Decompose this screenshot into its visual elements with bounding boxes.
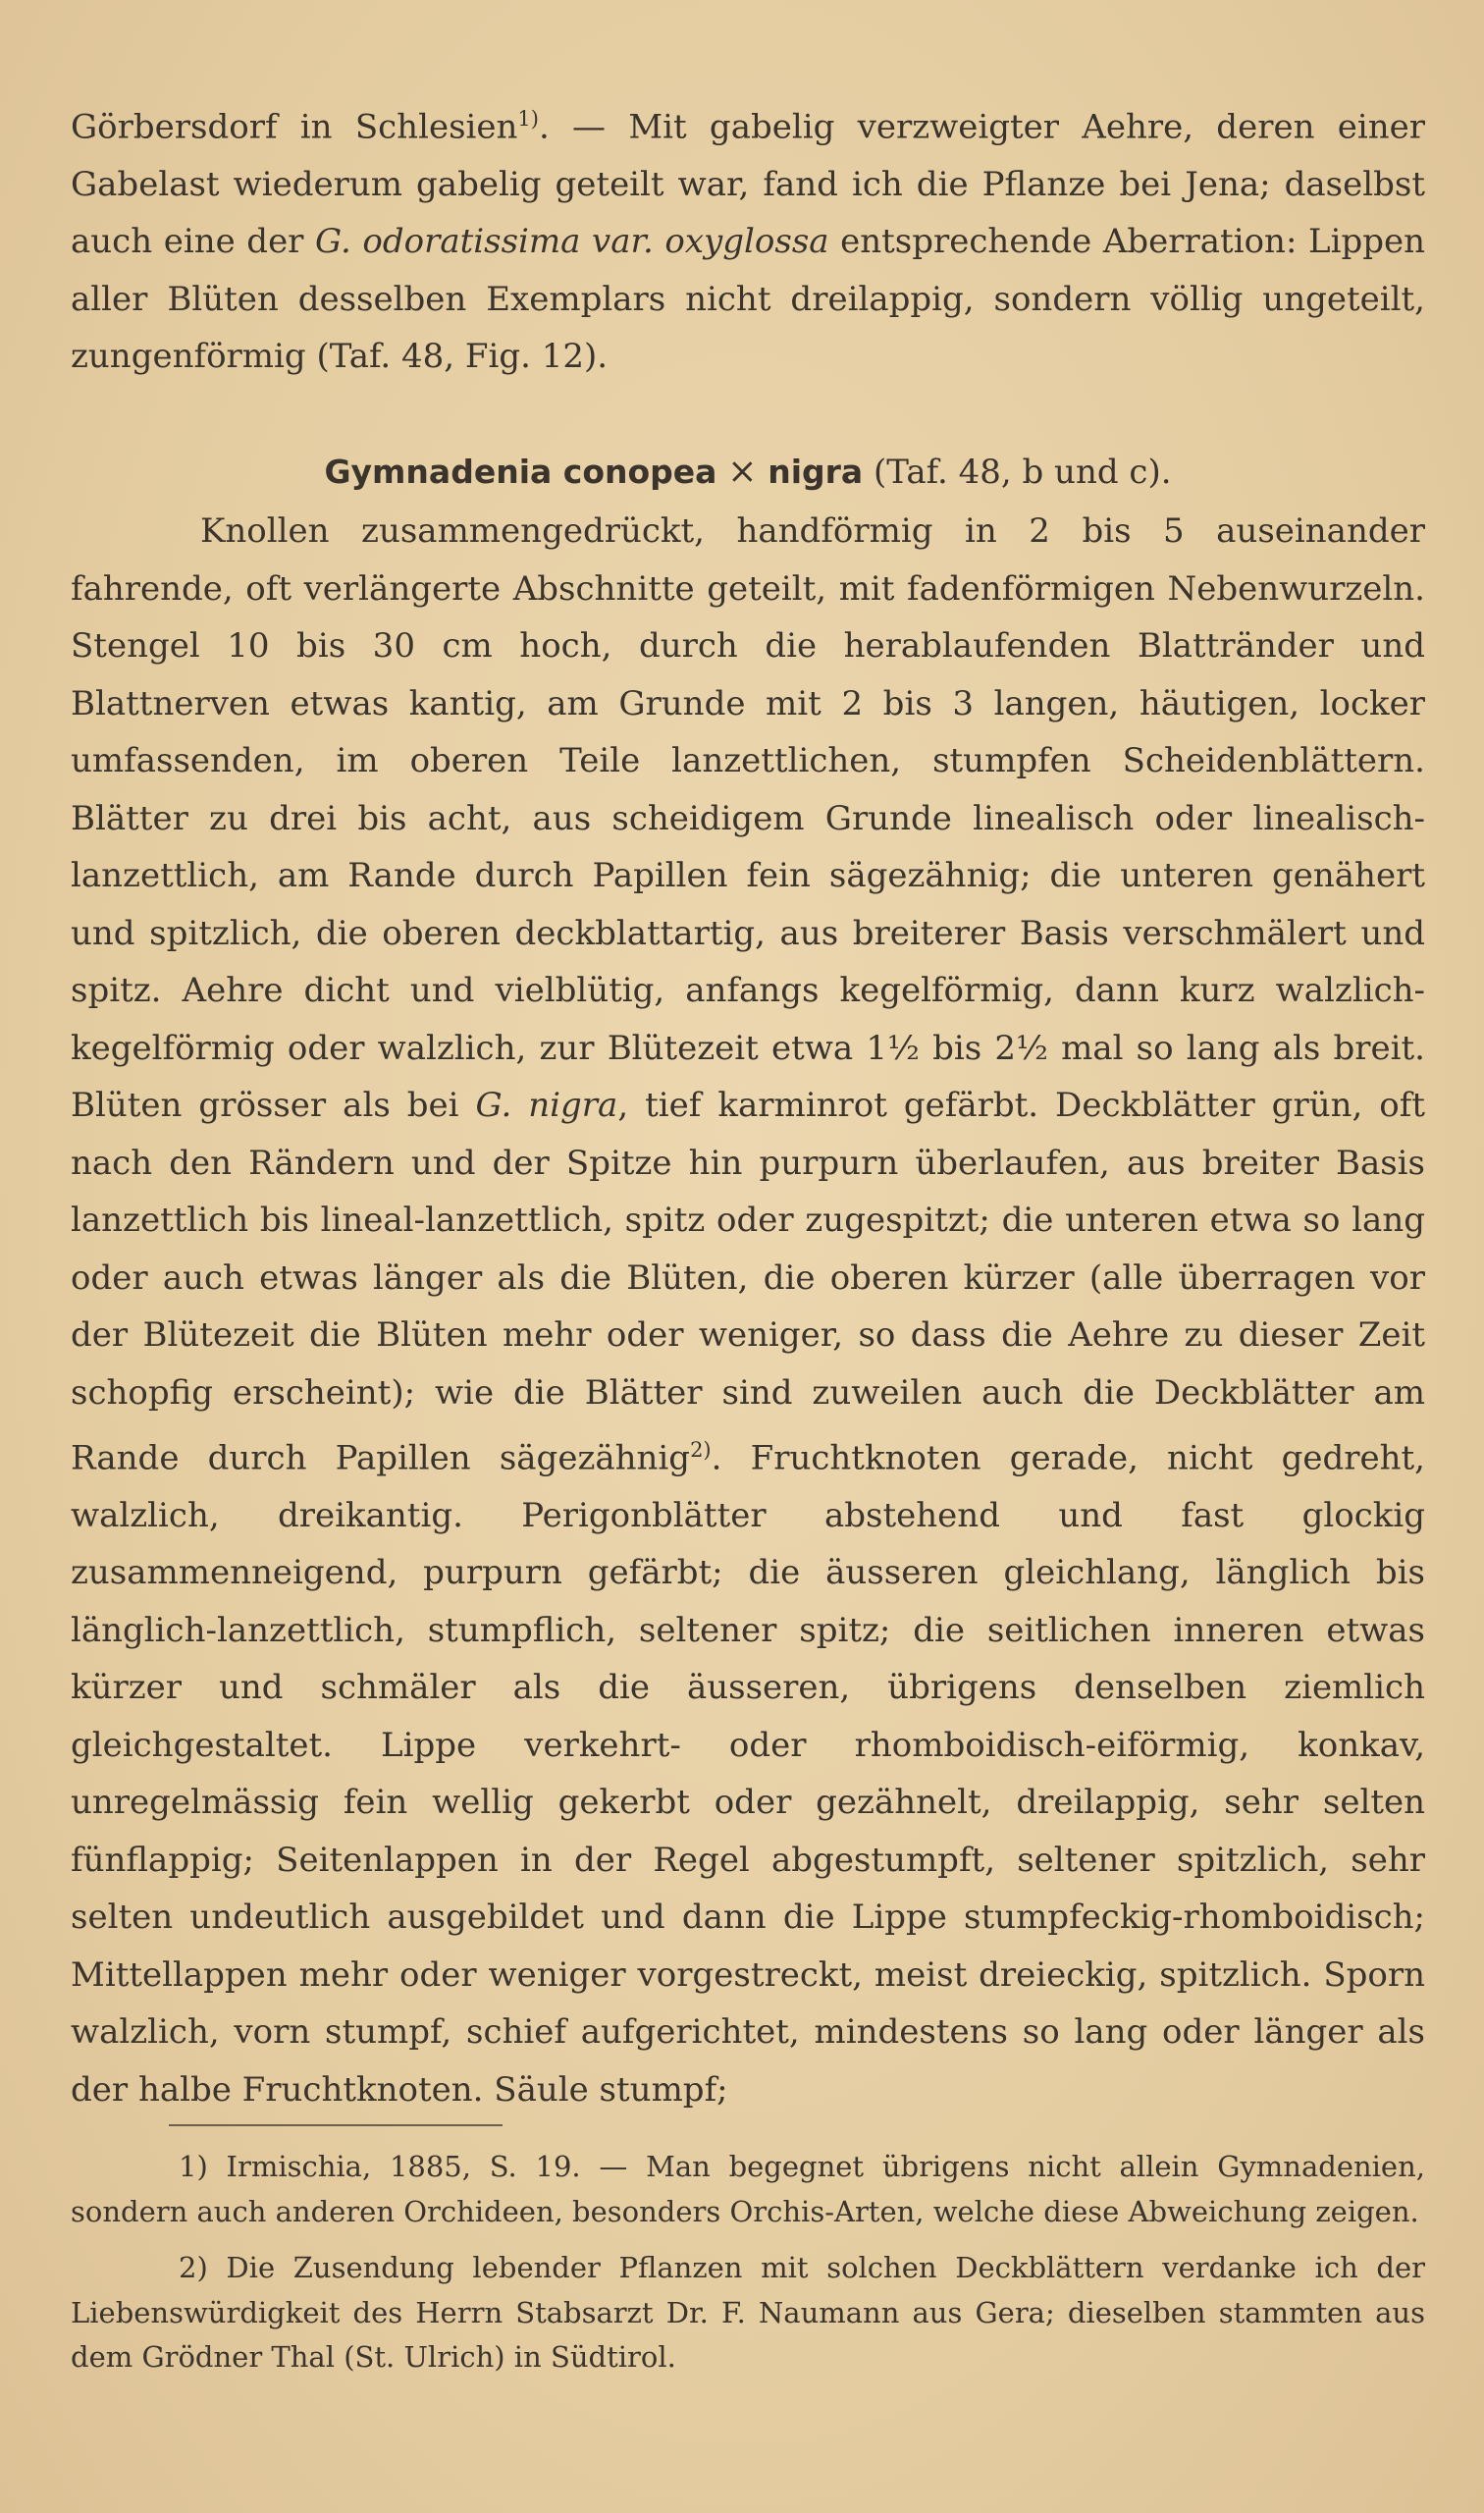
top-paragraph-text-2: . — Mit gabelig verzweigter Aehre, deren einer Gabelast wiederum gabelig geteilt war, fand ich die Pflanze bei Jena; daselbst auch eine der bbox=[71, 107, 1425, 262]
heading-hybrid-parent: nigra bbox=[768, 453, 864, 491]
heading-species: Gymnadenia conopea bbox=[324, 453, 717, 491]
footnote-ref-2: 2) bbox=[690, 1438, 712, 1462]
description-paragraph bbox=[71, 503, 1425, 2118]
top-paragraph-text-3: entsprechende Aberration: Lippen aller Blüten desselben Exemplars nicht dreilappig, sondern völlig ungeteilt, zungenförmig (Taf. 48, Fig. 12). bbox=[71, 222, 1425, 377]
description-italic-taxon: G. nigra bbox=[475, 1086, 618, 1125]
footnotes bbox=[71, 2145, 1425, 2392]
description-text-3: . Fruchtknoten gerade, nicht gedreht, walzlich, dreikantig. Perigonblätter abstehend und fast glockig zusammenneigend, purpurn gefärbt; die äusseren gleichlang, länglich bis länglich-lanzettlich, stumpflich, seltener spitz; die seitlichen inneren etwas kürzer und schmäler als die äusseren, übrigens denselben ziemlich gleichgestaltet. Lippe verkehrt- oder rhomboidisch-eiförmig, konkav, unregelmässig fein wellig gekerbt oder gezähnelt, dreilappig, sehr selten fünflappig; Seitenlappen in der Regel abgestumpft, seltener spitzlich, sehr selten undeutlich ausgebildet und dann die Lippe stumpfeckig-rhomboidisch; Mittellappen mehr oder weniger vorgestreckt, meist dreieckig, spitzlich. Sporn walzlich, vorn stumpf, schief aufgerichtet, mindestens so lang oder länger als der halbe Fruchtknoten. Säule stumpf; bbox=[71, 1438, 1425, 2110]
description-text-2: , tief karminrot gefärbt. Deckblätter grün, oft nach den Rändern und der Spitze hin purpurn überlaufen, aus breiter Basis lanzettlich bis lineal-lanzettlich, spitz oder zugespitzt; die unteren etwa so lang oder auch etwas länger als die Blüten, die oberen kürzer (alle überragen vor der Blütezeit die Blüten mehr oder weniger, so dass die Aehre zu dieser Zeit schopfig erscheint); wie die Blätter sind zuweilen auch die Deckblätter am Rande durch Papillen sägezähnig bbox=[71, 1086, 1426, 1478]
heading-cross-symbol: × bbox=[727, 452, 758, 492]
heading-plate-ref: (Taf. 48, b und c). bbox=[874, 453, 1172, 492]
section-heading bbox=[71, 444, 1425, 501]
footnote-2: 2) Die Zusendung lebender Pflanzen mit solchen Deckblättern verdanke ich der Liebenswürdigkeit des Herrn Stabsarzt Dr. F. Naumann aus Gera; dieselben stammten aus dem Grödner Thal (St. Ulrich) in Südtirol. bbox=[71, 2251, 1425, 2374]
footnote-divider bbox=[169, 2124, 503, 2126]
top-paragraph bbox=[71, 90, 1425, 386]
footnote-1: 1) Irmischia, 1885, S. 19. — Man begegnet übrigens nicht allein Gymnadenien, sondern auch anderen Orchideen, besonders Orchis-Arten, welche diese Abweichung zeigen. bbox=[71, 2150, 1425, 2228]
top-paragraph-italic-taxon: G. odoratissima var. oxyglossa bbox=[315, 222, 829, 262]
description-text-1: Knollen zusammengedrückt, handförmig in 2 bis 5 auseinander fahrende, oft verlängerte Abschnitte geteilt, mit fadenförmigen Nebenwurzeln. Stengel 10 bis 30 cm hoch, durch die herablaufenden Blattränder und Blattnerven etwas kantig, am Grunde mit 2 bis 3 langen, häutigen, locker umfassenden, im oberen Teile lanzettlichen, stumpfen Scheidenblättern. Blätter zu drei bis acht, aus scheidigem Grunde linealisch oder linealisch-lanzettlich, am Rande durch Papillen fein sägezähnig; die unteren genähert und spitzlich, die oberen deckblattartig, aus breiterer Basis verschmälert und spitz. Aehre dicht und vielblütig, anfangs kegelförmig, dann kurz walzlich-kegelförmig oder walzlich, zur Blütezeit etwa 1½ bis 2½ mal so lang als breit. Blüten grösser als bei bbox=[71, 511, 1425, 1125]
top-paragraph-text-1: Görbersdorf in Schlesien bbox=[71, 107, 518, 147]
footnote-ref-1: 1) bbox=[517, 107, 539, 131]
